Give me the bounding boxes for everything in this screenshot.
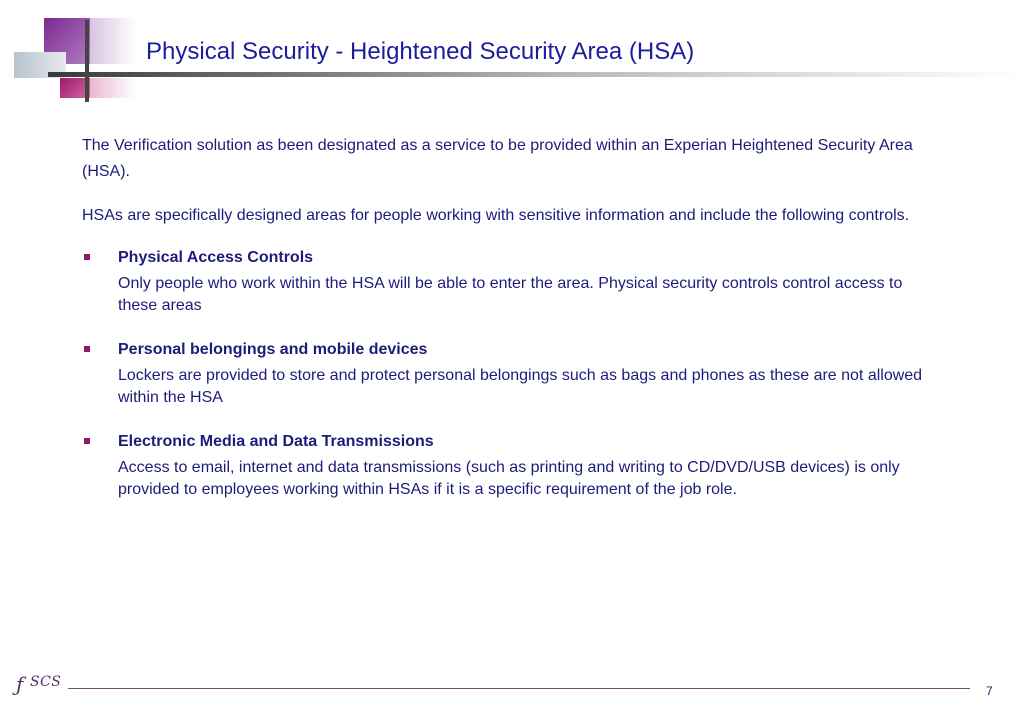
list-item xyxy=(82,339,942,409)
footer-rule xyxy=(68,688,970,689)
list-item xyxy=(82,431,942,501)
page-number: 7 xyxy=(986,684,993,698)
list-item xyxy=(82,247,942,317)
bullet-body: Access to email, internet and data transmissions (such as printing and writing to CD/DVD/USB devices) is only provided to employees working within HSAs if it is a specific requirement of the job role. xyxy=(118,459,900,498)
square-bullet-icon xyxy=(84,254,90,260)
header-cross-line xyxy=(85,20,89,102)
square-bullet-icon xyxy=(84,438,90,444)
header-rule xyxy=(48,72,1023,77)
bullet-body: Only people who work within the HSA will be able to enter the area. Physical security controls control access to these areas xyxy=(118,275,903,314)
bullet-heading: Physical Access Controls xyxy=(118,249,314,266)
controls-paragraph: HSAs are specifically designed areas for people working with sensitive information and include the following controls. xyxy=(82,207,910,224)
logo-mark: ƒ xyxy=(16,672,24,696)
fscs-logo xyxy=(16,672,66,698)
decor-square-pink xyxy=(90,78,136,98)
slide-content xyxy=(82,133,942,523)
decor-square-lilac xyxy=(90,18,136,64)
intro-paragraph: The Verification solution as been designated as a service to be provided within an Experian Heightened Security Area (HSA). xyxy=(82,137,913,180)
logo-text: SCS xyxy=(30,674,62,690)
square-bullet-icon xyxy=(84,346,90,352)
bullet-heading: Personal belongings and mobile devices xyxy=(118,341,428,358)
bullet-body: Lockers are provided to store and protect personal belongings such as bags and phones as these are not allowed within the HSA xyxy=(118,367,923,406)
page-title: Physical Security - Heightened Security Area (HSA) xyxy=(146,38,695,65)
bullet-heading: Electronic Media and Data Transmissions xyxy=(118,433,434,450)
controls-list xyxy=(82,247,942,501)
